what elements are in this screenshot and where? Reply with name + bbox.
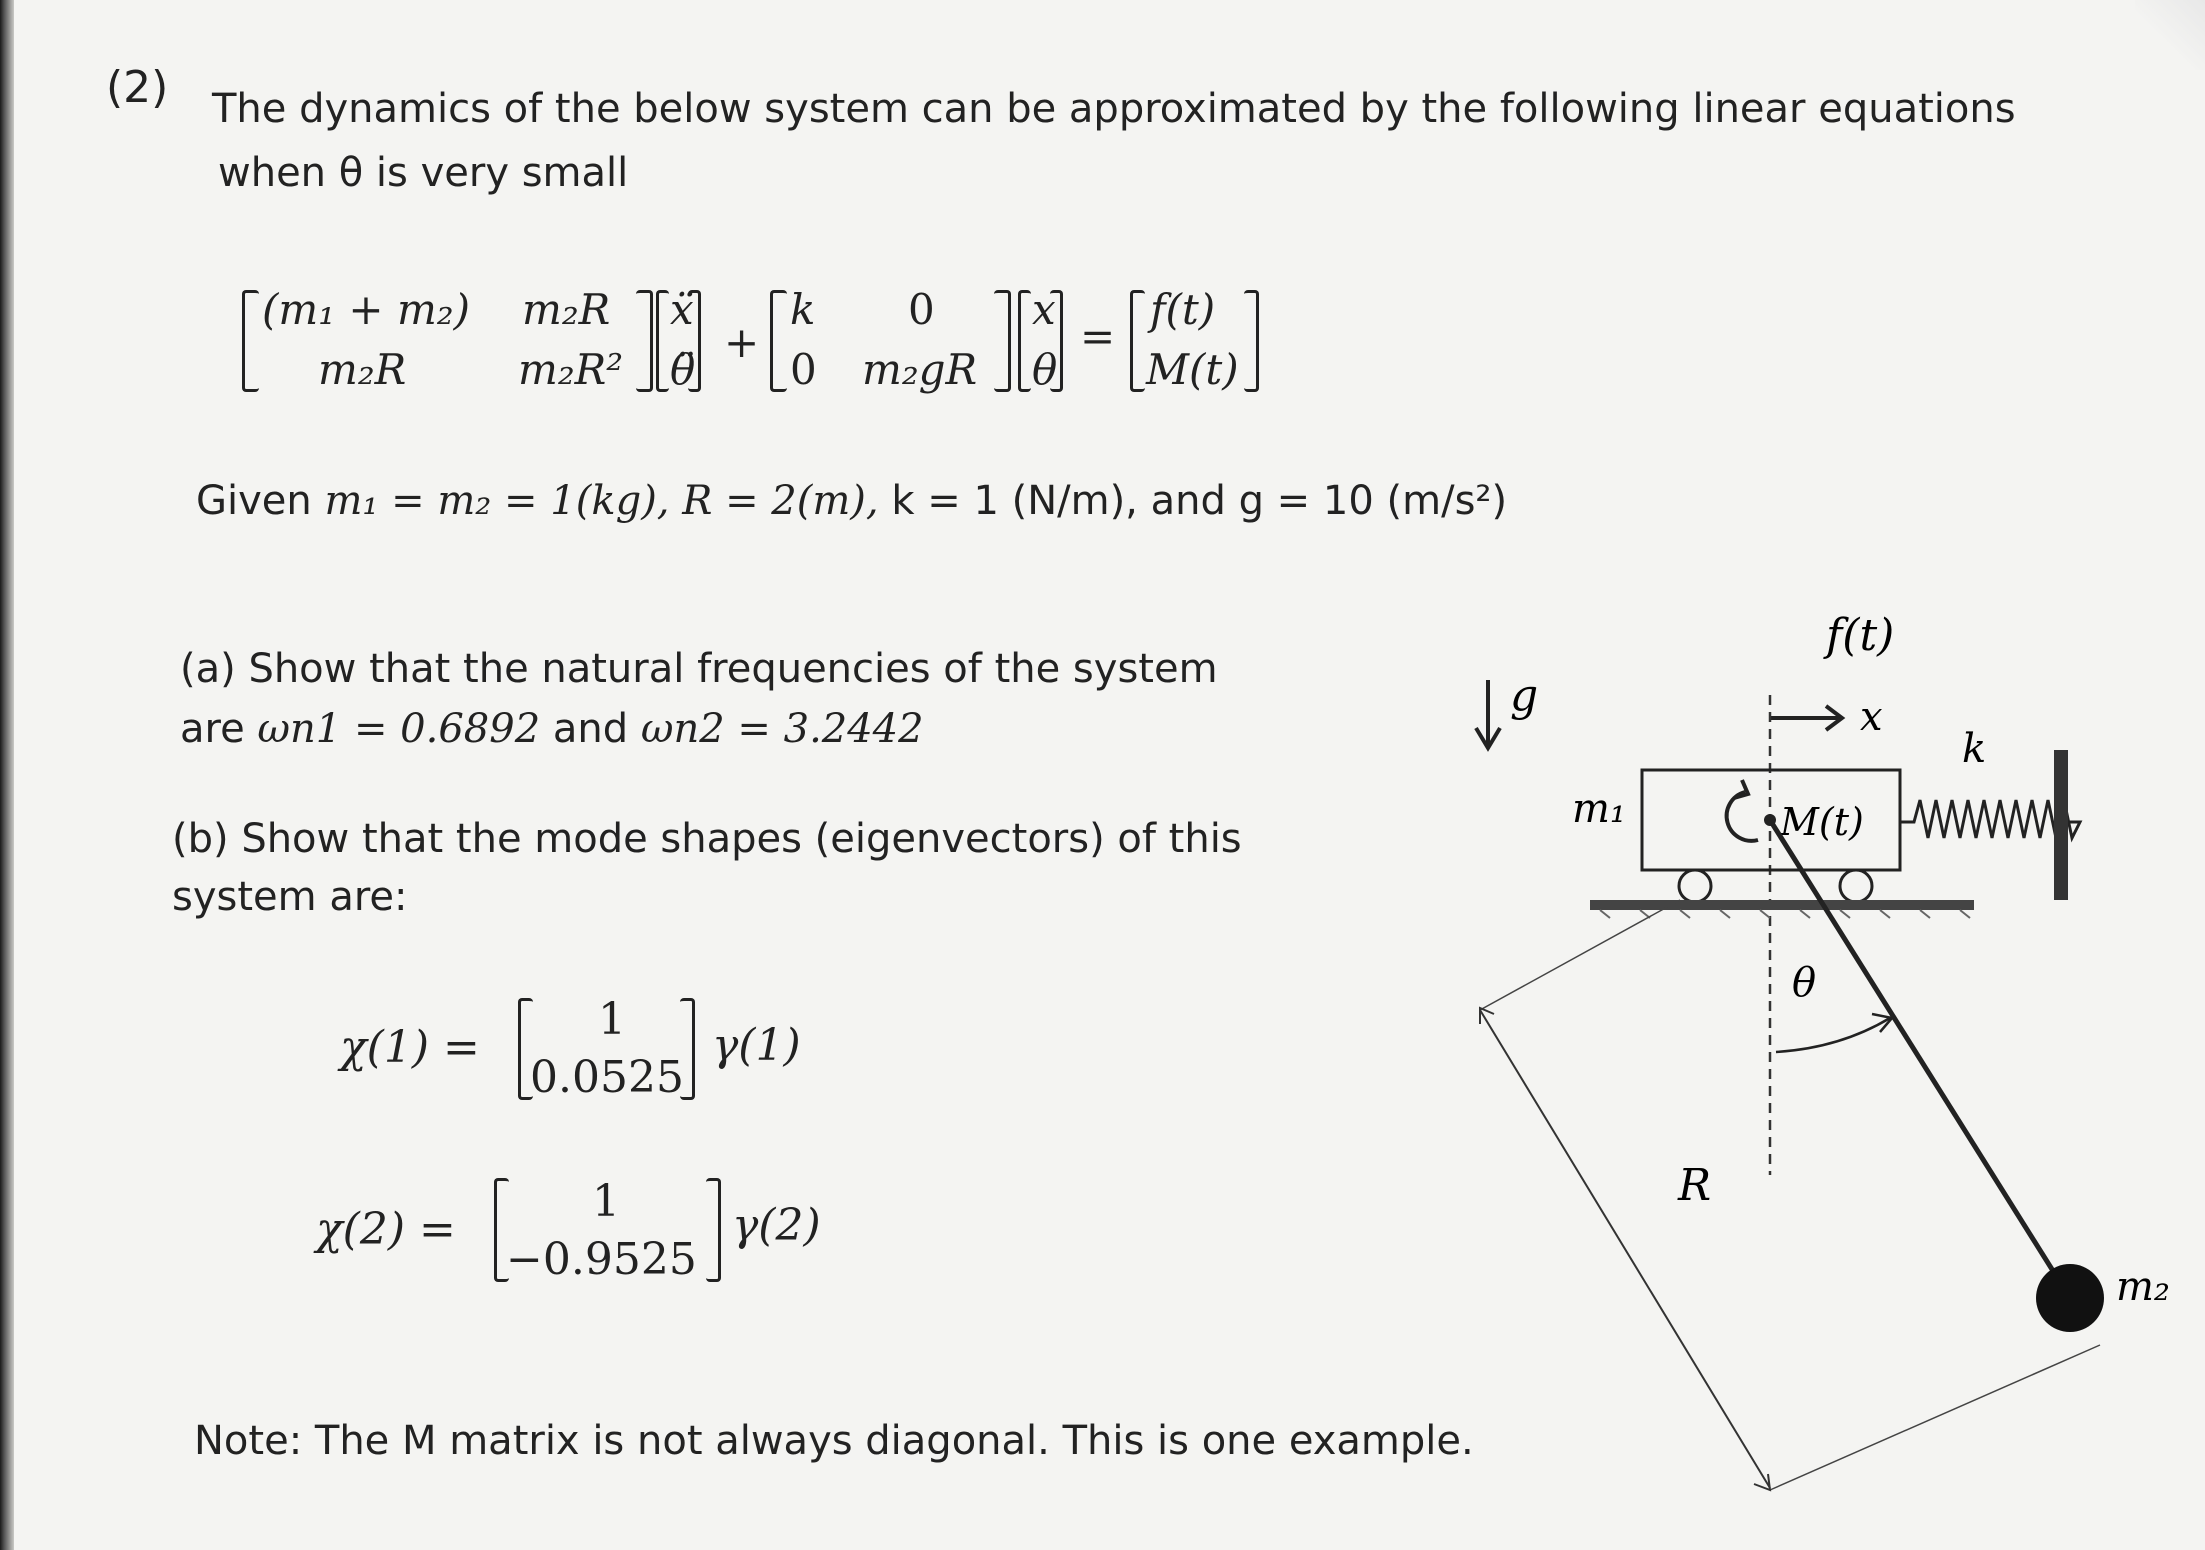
stiffness-matrix-a11: k <box>790 285 816 334</box>
problem-number: (2) <box>106 62 169 113</box>
accel-vector-theta: θ̈ <box>670 345 696 394</box>
m1-label: m₁ <box>1572 786 1626 832</box>
mass-matrix-a11: (m₁ + m₂) <box>262 285 470 334</box>
moment-label: M(t) <box>1780 800 1864 844</box>
moment-arrow <box>1727 792 1758 841</box>
page-corner-shadow <box>2135 0 2205 70</box>
k-label: k <box>1962 726 1987 772</box>
x-label: x <box>1860 694 1883 740</box>
m2-label: m₂ <box>2116 1264 2170 1310</box>
intro-line-1: The dynamics of the below system can be approximated by the following linear equations <box>212 86 2016 132</box>
given-line <box>196 478 1507 524</box>
note-text: Note: The M matrix is not always diagonal. This is one example. <box>194 1418 1474 1464</box>
mass-matrix-right-bracket <box>636 290 653 392</box>
stiffness-matrix-a22: m₂gR <box>862 345 978 394</box>
disp-vector-left-bracket <box>1018 290 1031 392</box>
wheel-left <box>1679 870 1711 902</box>
natural-frequency-1: ωn1 = 0.6892 <box>257 706 541 752</box>
part-a-line-2 <box>180 706 924 752</box>
disp-vector-x: x <box>1032 285 1056 334</box>
ground <box>1590 900 1974 910</box>
mode1-right-bracket <box>680 998 695 1100</box>
mode2-bottom: −0.9525 <box>506 1234 697 1285</box>
stiffness-matrix-left-bracket <box>770 290 787 392</box>
pendulum-bob-m2 <box>2036 1264 2104 1332</box>
plus-sign: + <box>724 318 760 367</box>
part-a-prefix: are <box>180 706 245 752</box>
given-prefix: Given <box>196 478 312 524</box>
force-vector-m: M(t) <box>1146 345 1239 394</box>
mode2-lhs: χ(2) = <box>316 1204 456 1255</box>
force-vector-left-bracket <box>1130 290 1145 392</box>
mode1-lhs: χ(1) = <box>340 1022 480 1073</box>
force-vector-f: f(t) <box>1150 285 1216 334</box>
mode1-bottom: 0.0525 <box>530 1052 684 1103</box>
force-label: f(t) <box>1826 610 1895 661</box>
x-arrow <box>1770 706 1842 730</box>
mass-matrix-a12: m₂R <box>522 285 611 334</box>
accel-vector-x: ẍ <box>670 285 694 334</box>
stiffness-matrix-right-bracket <box>994 290 1011 392</box>
pendulum-rod <box>1770 820 2070 1298</box>
mode1-rhs: γ(1) <box>712 1020 801 1071</box>
stiffness-matrix-a21: 0 <box>790 345 817 394</box>
gravity-label: g <box>1510 670 1539 721</box>
spring-k <box>1900 800 2080 838</box>
accel-vector-right-bracket <box>688 290 701 392</box>
mode2-right-bracket <box>706 1178 721 1282</box>
scan-edge <box>0 0 14 1550</box>
mass-matrix-left-bracket <box>242 290 259 392</box>
disp-vector-right-bracket <box>1050 290 1063 392</box>
mass-matrix-a22: m₂R² <box>518 345 624 394</box>
disp-vector-theta: θ <box>1032 345 1058 394</box>
gravity-arrow <box>1476 680 1500 748</box>
natural-frequency-2: ωn2 = 3.2442 <box>640 706 924 752</box>
given-masses: m₁ = m₂ = 1(kg), <box>324 478 670 524</box>
part-a-and: and <box>552 706 629 752</box>
system-diagram <box>1440 600 2200 1500</box>
stiffness-matrix-a12: 0 <box>908 285 935 334</box>
mass-matrix-a21: m₂R <box>318 345 407 394</box>
accel-vector-left-bracket <box>656 290 669 392</box>
wheel-right <box>1840 870 1872 902</box>
part-a-line-1: (a) Show that the natural frequencies of the system <box>180 646 1218 692</box>
spring-wall <box>2054 750 2068 900</box>
part-b-line-2: system are: <box>172 874 408 920</box>
mode1-top: 1 <box>598 994 626 1045</box>
mode2-top: 1 <box>592 1176 620 1227</box>
r-label: R <box>1678 1160 1712 1211</box>
theta-arc <box>1776 1018 1890 1052</box>
equals-sign: = <box>1080 312 1116 361</box>
intro-line-2: when θ is very small <box>218 150 629 196</box>
mode2-rhs: γ(2) <box>732 1200 821 1251</box>
given-rest: k = 1 (N/m), and g = 10 (m/s²) <box>891 478 1508 524</box>
force-vector-right-bracket <box>1244 290 1259 392</box>
given-radius: R = 2(m), <box>682 478 879 524</box>
part-b-line-1: (b) Show that the mode shapes (eigenvectors) of this <box>172 816 1242 862</box>
theta-label: θ <box>1792 960 1817 1006</box>
